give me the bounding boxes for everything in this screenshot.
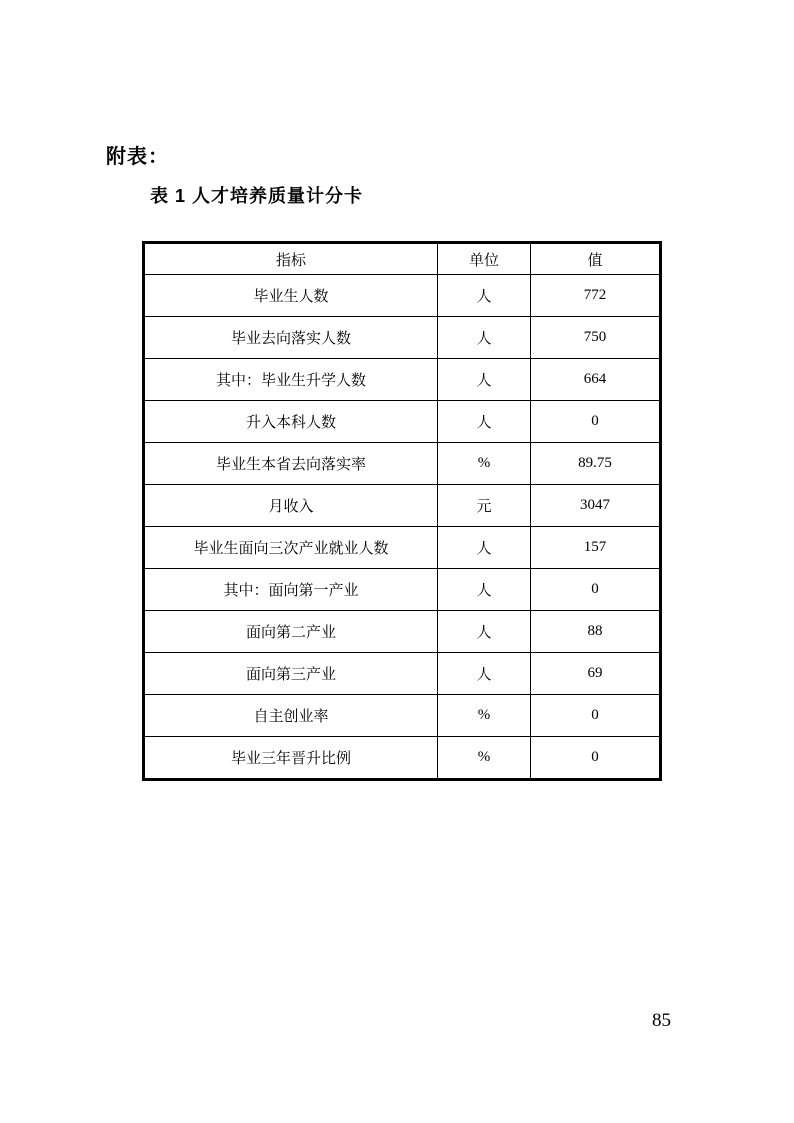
column-header-value: 值 — [531, 243, 661, 275]
table-row — [144, 695, 661, 737]
table-row — [144, 569, 661, 611]
indicator-cell: 毕业生本省去向落实率 — [144, 443, 438, 485]
indicator-cell: 面向第三产业 — [144, 653, 438, 695]
table-title: 表 1 人才培养质量计分卡 — [150, 186, 364, 206]
value-cell: 89.75 — [531, 443, 661, 485]
indicator-cell: 面向第二产业 — [144, 611, 438, 653]
unit-cell: 人 — [438, 359, 531, 401]
value-cell: 88 — [531, 611, 661, 653]
page-number: 85 — [652, 1010, 671, 1031]
value-cell: 0 — [531, 401, 661, 443]
value-cell: 0 — [531, 695, 661, 737]
unit-cell: 人 — [438, 611, 531, 653]
unit-cell: 人 — [438, 317, 531, 359]
value-cell: 772 — [531, 275, 661, 317]
indicator-cell: 毕业去向落实人数 — [144, 317, 438, 359]
indicator-cell: 毕业生人数 — [144, 275, 438, 317]
unit-cell: 人 — [438, 569, 531, 611]
unit-cell: 人 — [438, 401, 531, 443]
table-row — [144, 653, 661, 695]
value-cell: 0 — [531, 737, 661, 780]
unit-cell: 人 — [438, 275, 531, 317]
value-cell: 664 — [531, 359, 661, 401]
indicator-cell: 自主创业率 — [144, 695, 438, 737]
unit-cell: 人 — [438, 653, 531, 695]
value-cell: 157 — [531, 527, 661, 569]
table-row — [144, 527, 661, 569]
value-cell: 69 — [531, 653, 661, 695]
column-header-indicator: 指标 — [144, 243, 438, 275]
indicator-cell: 升入本科人数 — [144, 401, 438, 443]
indicator-cell: 毕业三年晋升比例 — [144, 737, 438, 780]
unit-cell: % — [438, 443, 531, 485]
indicator-cell: 毕业生面向三次产业就业人数 — [144, 527, 438, 569]
indicator-cell: 其中：面向第一产业 — [144, 569, 438, 611]
appendix-heading: 附表： — [106, 146, 169, 168]
unit-cell: % — [438, 737, 531, 780]
table-row — [144, 359, 661, 401]
table-header-row — [144, 243, 661, 275]
table-row — [144, 401, 661, 443]
indicator-cell: 月收入 — [144, 485, 438, 527]
table-row — [144, 485, 661, 527]
value-cell: 750 — [531, 317, 661, 359]
value-cell: 3047 — [531, 485, 661, 527]
table-row — [144, 737, 661, 780]
indicator-cell: 其中：毕业生升学人数 — [144, 359, 438, 401]
unit-cell: 人 — [438, 527, 531, 569]
table-row — [144, 317, 661, 359]
column-header-unit: 单位 — [438, 243, 531, 275]
unit-cell: % — [438, 695, 531, 737]
scorecard-table-body — [144, 275, 661, 780]
scorecard-table — [142, 241, 662, 781]
value-cell: 0 — [531, 569, 661, 611]
table-row — [144, 443, 661, 485]
table-row — [144, 611, 661, 653]
unit-cell: 元 — [438, 485, 531, 527]
table-row — [144, 275, 661, 317]
